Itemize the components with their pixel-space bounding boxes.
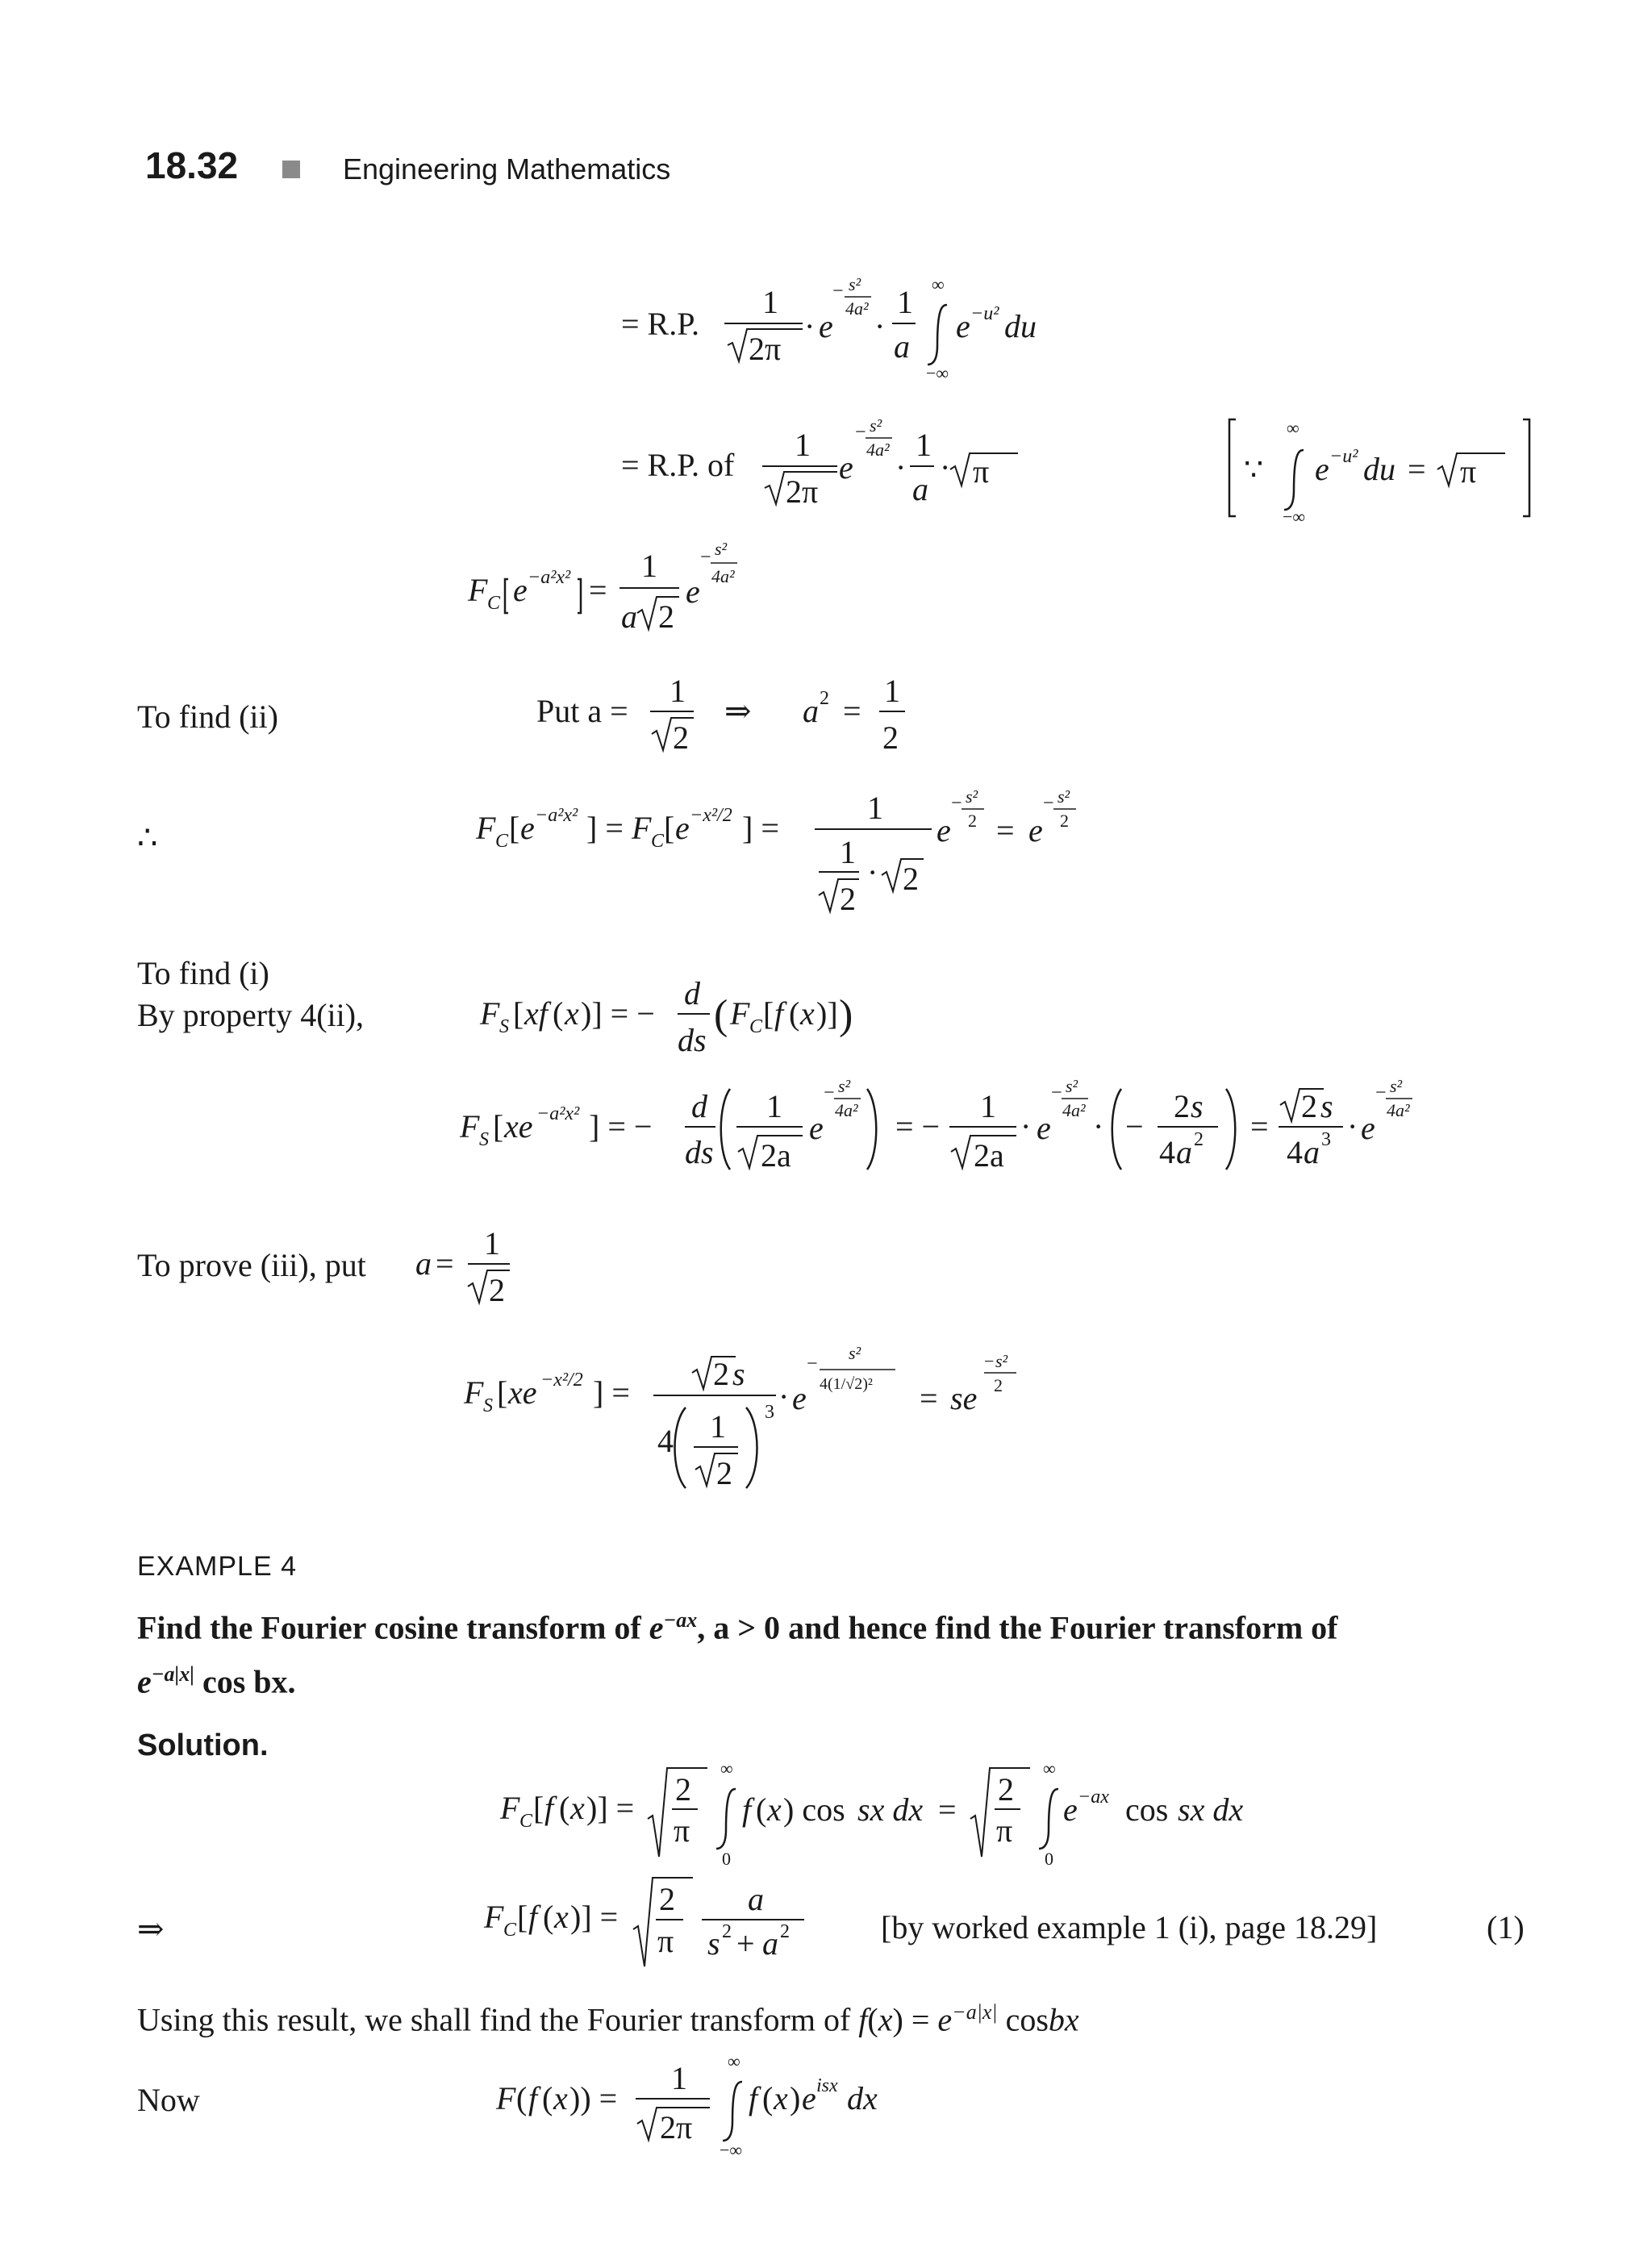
svg-text:2: 2 [713,1356,729,1392]
svg-text:s²: s² [995,1351,1008,1371]
svg-text:f: f [774,995,784,1032]
example-statement-tail: cos bx. [202,1663,296,1700]
svg-text:1: 1 [840,834,856,870]
header-square-bullet [282,161,300,178]
svg-text:C: C [503,1920,517,1941]
svg-text:xf: xf [524,995,548,1032]
svg-text:e: e [520,810,535,846]
svg-text:(: ( [543,1899,554,1935]
svg-text:du: du [1004,308,1037,344]
svg-text:x: x [774,2080,788,2116]
svg-text:x: x [553,2080,568,2116]
svg-text:4: 4 [657,1423,674,1459]
svg-text:f: f [742,1791,752,1828]
svg-text:−: − [1043,793,1054,814]
svg-text:4a²: 4a² [1387,1100,1410,1120]
svg-text:s²: s² [966,786,978,807]
svg-text:1: 1 [762,284,778,320]
svg-text:4: 4 [1159,1134,1175,1170]
using-result-text: Using this result, we shall find the Fourier transform of [137,2001,851,2038]
svg-text:)]: )] [816,995,838,1032]
svg-text:C: C [749,1016,763,1037]
svg-text:C: C [495,831,509,852]
svg-text:F: F [468,572,488,608]
svg-text:2: 2 [998,1771,1014,1808]
svg-text:) cos: ) cos [783,1791,845,1828]
svg-text:·: · [867,854,878,890]
svg-text:=: = [1408,451,1426,487]
svg-text:·: · [874,308,886,344]
svg-text:ds: ds [678,1022,707,1058]
svg-text:e: e [839,449,853,486]
svg-text:e: e [809,1110,824,1146]
svg-text:e: e [675,810,690,846]
svg-text:ds: ds [685,1134,714,1170]
svg-text:): ) [839,992,853,1038]
svg-text:)] =: )] = [586,1790,635,1826]
svg-text:a: a [621,598,637,635]
svg-text:2: 2 [994,1375,1003,1395]
svg-text:2: 2 [1194,1129,1204,1150]
svg-text:−: − [855,422,866,443]
equation-fc-specific [472,786,1101,932]
svg-text:s: s [1191,1088,1204,1124]
label-implies: ⇒ [137,1911,165,1947]
svg-text:F: F [496,2080,516,2116]
svg-text:2: 2 [820,688,829,709]
svg-text:0: 0 [1045,1849,1053,1869]
svg-text:2: 2 [968,811,977,831]
svg-text:(: ( [762,2080,774,2116]
svg-text:4(1/√2)²: 4(1/√2)² [820,1375,873,1393]
svg-text:F: F [464,1374,484,1411]
svg-text:e: e [1037,1110,1051,1146]
svg-text:=: = [436,1245,454,1282]
svg-text:e: e [819,308,833,344]
svg-text:π: π [1460,453,1477,490]
implies-arrow-inline: ⇒ [724,693,752,729]
svg-text:−a²x²: −a²x² [528,567,571,588]
svg-text:e: e [1361,1110,1375,1146]
svg-text:1: 1 [867,790,883,826]
put-a-text: Put a = [536,693,628,729]
svg-text:=: = [843,693,861,729]
svg-text:)] = −: )] = − [581,995,655,1032]
svg-text:1: 1 [641,548,657,584]
svg-text:[: [ [517,1899,528,1935]
equation-fs-specific [460,1331,1041,1508]
svg-text:−∞: −∞ [720,2140,743,2160]
solution-label: Solution. [137,1728,269,1762]
svg-text:1: 1 [670,673,686,709]
svg-text:dx: dx [847,2080,878,2116]
svg-text:(: ( [559,1790,570,1826]
svg-text:1: 1 [671,2060,687,2096]
svg-text:−: − [824,1082,835,1103]
svg-text:∞: ∞ [1043,1758,1056,1779]
equation-fc-closed-form [480,1871,827,1984]
svg-text:2: 2 [716,1455,732,1491]
svg-text:−: − [807,1353,818,1374]
svg-text:[: [ [763,995,774,1032]
label-to-prove-iii: To prove (iii), put [137,1247,366,1283]
svg-text:)] =: )] = [570,1899,619,1935]
svg-text:·: · [804,308,816,344]
svg-text:f: f [528,2080,538,2116]
svg-text:2: 2 [489,1272,505,1308]
svg-text:1: 1 [710,1408,726,1445]
rp-prefix: = R.P. [621,306,700,342]
svg-text:π: π [674,1812,690,1849]
svg-text:∞: ∞ [728,2051,740,2071]
svg-text:C: C [487,593,501,614]
svg-text:π: π [996,1812,1013,1849]
equation-fs-property [476,968,912,1073]
svg-text:2: 2 [675,1771,691,1808]
using-result-line: Using this result, we shall find the Fourier transform of $f(x) = e^{-a|x|}$ cosbx [137,2000,1079,2038]
svg-text:[: [ [533,1790,544,1826]
svg-text:∞: ∞ [720,1758,733,1779]
label-now: Now [137,2082,200,2118]
svg-text:a: a [894,328,910,365]
svg-text:−: − [951,793,962,814]
svg-text:=: = [938,1791,957,1828]
svg-text:e: e [1028,812,1043,849]
svg-text:s²: s² [870,415,882,436]
svg-text:0: 0 [722,1849,731,1869]
svg-text:(: ( [542,2080,553,2116]
svg-text:·: · [1020,1108,1032,1145]
svg-text:1: 1 [916,427,932,463]
svg-text:s²: s² [1066,1076,1078,1096]
svg-text:] =: ] = [586,810,624,846]
svg-text:−: − [1051,1082,1062,1103]
svg-text:s²: s² [838,1076,851,1096]
svg-text:2: 2 [1060,811,1069,831]
example-statement: Find the Fourier cosine transform of $e^{-ax}$, a > 0 and hence find the Fourier transform of $e^{-a|x|}$ cos bx. [137,1608,1338,1700]
svg-text:S: S [479,1129,489,1150]
svg-text:·: · [778,1378,790,1415]
svg-text:−x²/2: −x²/2 [690,805,732,826]
page-number: 18.32 [145,144,239,186]
svg-text:e: e [802,2080,816,2116]
svg-text:3: 3 [1321,1129,1331,1150]
svg-text:2π: 2π [749,331,782,367]
svg-text:F: F [476,810,496,846]
equation-put-a [532,669,952,774]
equation-number-1: (1) [1487,1909,1525,1945]
svg-text:2: 2 [658,598,674,635]
svg-text:(: ( [789,995,800,1032]
svg-text:f: f [528,1899,538,1935]
svg-text:e: e [1315,451,1329,487]
svg-text:(: ( [553,995,564,1032]
svg-text:)) =: )) = [569,2080,618,2116]
svg-text:sx dx: sx dx [1178,1791,1244,1828]
svg-text:−a²x²: −a²x² [536,1103,580,1124]
svg-text:4a²: 4a² [711,566,735,586]
svg-text:s²: s² [849,274,861,294]
svg-text:2: 2 [780,1921,790,1942]
svg-text:π: π [973,453,990,490]
equation-fc-result [460,532,863,645]
equation-fs-derivative [456,1065,1448,1194]
svg-text:F: F [480,995,500,1032]
svg-text:(: ( [756,1791,767,1828]
svg-text:se: se [950,1380,978,1416]
svg-text:4a²: 4a² [866,440,890,460]
svg-text:−u²: −u² [970,303,999,324]
svg-text:a: a [1304,1134,1320,1170]
svg-text:2π: 2π [786,473,819,510]
svg-text:F: F [500,1790,520,1826]
svg-text:F: F [460,1108,480,1145]
svg-text:x: x [767,1791,782,1828]
svg-text:−∞: −∞ [1283,507,1306,527]
svg-text:[: [ [493,1108,504,1145]
svg-text:x: x [554,1899,569,1935]
svg-text:s: s [1320,1088,1333,1124]
svg-text:a: a [803,693,819,729]
svg-text:sx dx: sx dx [857,1791,924,1828]
svg-text:xe: xe [508,1374,537,1411]
svg-text:1: 1 [766,1088,782,1124]
svg-text:−a²x²: −a²x² [535,805,578,826]
svg-text:a: a [748,1881,764,1917]
svg-text:f: f [749,2080,758,2116]
example-title: EXAMPLE 4 [137,1551,297,1582]
svg-text:a: a [912,471,928,507]
svg-text:F: F [632,810,652,846]
svg-text:1: 1 [884,673,900,709]
svg-text:e: e [792,1380,807,1416]
svg-text:−x²/2: −x²/2 [540,1370,583,1391]
running-title: Engineering Mathematics [343,152,671,186]
svg-text:S: S [499,1016,509,1037]
svg-text:4a²: 4a² [845,298,869,319]
svg-text:a: a [1176,1134,1192,1170]
svg-text:∞: ∞ [932,274,945,294]
svg-text:d: d [684,975,700,1011]
svg-text:f: f [544,1790,554,1826]
svg-text:[: [ [513,995,524,1032]
svg-text:x: x [565,995,579,1032]
svg-text:x: x [570,1790,585,1826]
svg-text:a: a [762,1925,778,1962]
svg-text:s²: s² [715,539,728,559]
svg-text:2: 2 [840,881,856,917]
svg-text:du: du [1363,451,1395,487]
svg-text:=: = [996,812,1015,849]
svg-text:C: C [519,1811,533,1832]
svg-text:2: 2 [722,1921,732,1942]
svg-text:1: 1 [897,284,913,320]
equation-fourier-transform [492,2045,912,2166]
svg-text:2a: 2a [974,1137,1004,1174]
svg-text:S: S [483,1395,493,1416]
svg-text:4: 4 [1287,1134,1303,1170]
svg-text:3: 3 [765,1402,774,1423]
svg-text:2: 2 [673,719,689,756]
svg-text:xe: xe [504,1108,533,1145]
svg-text:s²: s² [1390,1076,1403,1096]
equation-a-value [411,1222,532,1327]
svg-text:e: e [686,573,700,610]
svg-text:e: e [1063,1791,1078,1828]
svg-text:=: = [1250,1108,1269,1145]
svg-text:2a: 2a [761,1137,791,1174]
svg-text:π: π [657,1923,674,1959]
svg-text:cos: cos [1125,1791,1169,1828]
svg-text:2: 2 [1174,1088,1190,1124]
example-statement-part2: and hence find the Fourier transform of [788,1609,1338,1646]
svg-text:[: [ [509,810,520,846]
svg-text:4a²: 4a² [835,1100,858,1120]
worked-example-reference: [by worked example 1 (i), page 18.29] [881,1909,1378,1945]
svg-text:2: 2 [1301,1088,1317,1124]
svg-text:e: e [513,572,528,608]
rp-of-prefix: = R.P. of [621,447,735,483]
svg-text:): ) [790,2080,801,2116]
svg-text:−: − [700,547,711,568]
svg-text:s: s [707,1925,720,1962]
svg-text:·: · [1347,1108,1358,1145]
svg-text:=: = [920,1380,938,1416]
svg-text:=: = [589,572,607,608]
svg-text:(: ( [516,2080,528,2116]
svg-text:s: s [732,1356,745,1392]
svg-text:−: − [1375,1082,1387,1103]
svg-text:d: d [691,1088,707,1124]
svg-text:·: · [895,449,907,486]
label-therefore: ∴ [137,819,158,856]
svg-text:−∞: −∞ [926,363,949,383]
svg-text:F: F [730,995,750,1032]
integral-note [1226,411,1549,527]
equation-rp [613,266,1065,387]
equation-fc-definition [496,1750,1254,1871]
svg-text:−: − [832,281,844,302]
svg-text:1: 1 [980,1088,996,1124]
svg-text:−: − [984,1351,995,1371]
svg-text:2: 2 [882,719,899,756]
svg-text:+: + [736,1925,755,1962]
svg-text:2: 2 [903,861,919,897]
label-to-find-ii: To find (ii) [137,698,278,735]
svg-text:1: 1 [795,427,811,463]
svg-text:2π: 2π [660,2109,693,2145]
svg-text:s²: s² [849,1343,861,1363]
svg-text:(: ( [714,992,728,1038]
example-statement-cond: , a > 0 [697,1609,781,1646]
svg-text:1: 1 [484,1225,500,1261]
svg-text:] =: ] = [593,1374,630,1411]
svg-text:isx: isx [816,2075,838,2096]
equation-rp-of [613,411,1065,524]
svg-text:e: e [956,308,970,344]
svg-text:= −: = − [895,1108,941,1145]
svg-text:4a²: 4a² [1062,1100,1086,1120]
svg-text:F: F [484,1899,504,1935]
svg-text:s²: s² [1058,786,1070,807]
svg-text:x: x [800,995,815,1032]
svg-text:a: a [415,1245,432,1282]
label-to-find-i: To find (i) [137,955,269,991]
svg-text:C: C [651,831,665,852]
example-statement-part1: Find the Fourier cosine transform of [137,1609,641,1646]
svg-text:∵: ∵ [1244,453,1264,487]
svg-text:−: − [1125,1108,1144,1145]
svg-text:[: [ [664,810,675,846]
label-by-property: By property 4(ii), [137,997,365,1033]
svg-text:·: · [940,449,951,486]
svg-text:−ax: −ax [1078,1787,1109,1808]
svg-text:] = −: ] = − [589,1108,653,1145]
svg-text:2: 2 [659,1881,675,1917]
svg-text:−u²: −u² [1329,446,1358,467]
svg-text:] =: ] = [742,810,779,846]
svg-text:·: · [1093,1108,1104,1145]
svg-text:∞: ∞ [1287,418,1299,438]
svg-text:[: [ [497,1374,508,1411]
svg-text:e: e [937,812,951,849]
